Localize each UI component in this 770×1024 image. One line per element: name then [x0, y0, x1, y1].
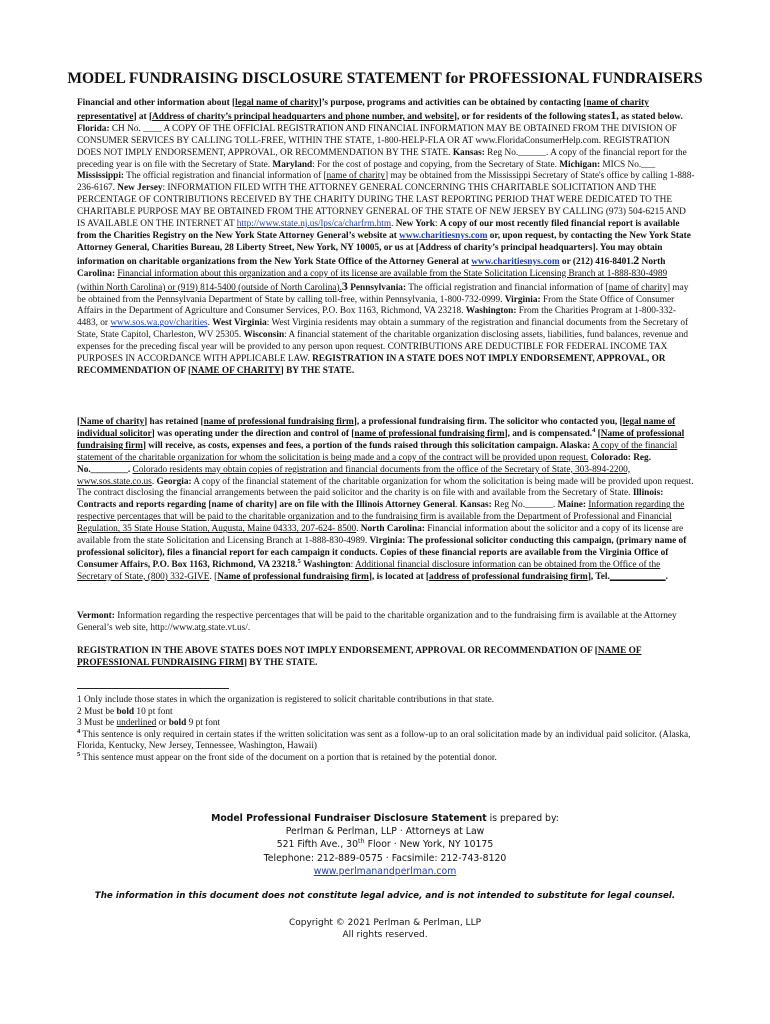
document-title: MODEL FUNDRAISING DISCLOSURE STATEMENT for PROFESSIONAL FUNDRAISERS: [67, 70, 703, 87]
text-run: NAME OF CHARITY: [191, 365, 281, 376]
text-run: Wisconsin: [243, 330, 285, 341]
rights-line: All rights reserved.: [342, 930, 428, 941]
vermont-paragraph: [77, 611, 695, 635]
text-run: A copy of our most recently filed financial report is available from the Charities Registry on the New York State Attorney General’s website at: [77, 219, 680, 241]
text-run: [: [77, 417, 81, 427]
text-run: Alaska:: [559, 440, 591, 451]
text-run: Mississippi:: [77, 171, 125, 182]
text-run: 4: [77, 727, 81, 735]
text-run: Name of professional fundraising firm: [77, 428, 685, 451]
text-link[interactable]: www.sos.wa.gov/charities: [110, 318, 208, 329]
copyright-line: Copyright © 2021 Perlman & Perlman, LLP: [288, 918, 482, 928]
text-run: ] at [: [133, 111, 153, 122]
text-run: Financial and other information about [: [77, 98, 236, 108]
footnote-divider: [77, 688, 229, 689]
text-run: ], Tel.: [587, 571, 610, 582]
text-run: NAME OF PROFESSIONAL FUNDRAISING FIRM: [77, 646, 642, 668]
text-run: ] will receive, as costs, expenses and fees, a portion of the funds raised through this solicitation campaign.: [142, 440, 560, 451]
text-run: .: [665, 571, 668, 582]
text-run: Information regarding the respective percentages that will be paid to the charitable organization and to the fundraising firm is available at the Attorney General’s web site, http://www.atg.state.vt.us/.: [77, 611, 677, 633]
text-run: ] has retained [: [144, 417, 204, 427]
text-run: :: [350, 559, 356, 570]
text-run: The official registration and financial information of [: [124, 171, 327, 182]
text-run: ] was operating under the direction and control of [: [151, 428, 355, 439]
text-link[interactable]: www.charitiesnys.com: [471, 256, 560, 267]
text-run: This sentence must appear on the front side of the document on a portion that is retained by the potential donor.: [80, 752, 497, 763]
text-run: .: [356, 524, 361, 535]
text-run: North Carolina:: [360, 524, 425, 535]
text-run: From the State Office of Consumer Affairs in the Department of Agriculture and Consumer Services, P.O. Box 1163, Richmond, VA 23218.: [77, 294, 675, 317]
text-run: : A financial statement of the charitable organization disclosing assets, liabilities, fund balances, revenue and expenses for the preceding fiscal year will be provided to any person upon request. CONTRIBUTIONS ARE DEDUCTIBLE FOR FEDERAL INCOME TAX PURPOSES IN ACCORDANCE WITH APPLICABLE LAW.: [77, 330, 688, 365]
text-run: New Jersey: [117, 183, 163, 194]
text-run: 2: [633, 252, 640, 267]
text-run: Name of charity: [80, 417, 145, 427]
text-run: or (212) 416-8401.: [559, 256, 634, 267]
text-run: Address of charity’s principal headquarters and phone number, and website: [152, 111, 454, 122]
text-run: A copy of the financial statement of the charitable organization for whom the solicitation is being made will be provided upon request. The contract disclosing the financial arrangements between the paid solicitor and the charity is on file with and available from the Secretary of State.: [77, 476, 694, 499]
footnote-2: [77, 707, 695, 719]
text-run: Virginia: The professional solicitor conducting this campaign, (primary name of professional solicitor), files a financial report for each campaign it conducts. Copies of these financial reports are available from the Virginia Office of Consumer Affairs, P.O. Box 1163, Richmond, VA 23218.: [77, 536, 687, 570]
prepared-by-block: [0, 812, 770, 878]
text-run: From the Charities Program at 1-800-332-4483, or: [77, 306, 677, 329]
text-run: ] BY THE STATE.: [243, 657, 318, 668]
text-run: Pennsylvania:: [347, 282, 407, 293]
text-run: MICS No.___: [600, 159, 656, 170]
text-run: Name of professional fundraising firm: [217, 571, 369, 582]
footnotes: [77, 695, 695, 765]
text-run: 5: [297, 557, 301, 565]
text-run: The official registration and financial information of [: [406, 282, 609, 293]
copyright-block: [0, 917, 770, 942]
text-run: Additional financial disclosure information can be obtained from the Office of the Secretary of State, (800) 332-GIVE: [77, 559, 661, 582]
text-run: : INFORMATION FILED WITH THE ATTORNEY GENERAL CONCERNING THIS CHARITABLE SOLICITATION AND THE PERCENTAGE OF CONTRIBUTIONS RECEIVED BY THE CHARITY DURING THE LAST REPORTING PERIOD THAT WERE DEDICATED TO THE CHARITABLE PURPOSE MAY BE OBTAINED FROM THE ATTORNEY GENERAL OF THE STATE OF NEW JERSEY BY CALLING (973) 504-6215 AND IS AVAILABLE ON THE INTERNET AT: [77, 183, 686, 230]
prepared-by-line: [0, 812, 770, 825]
text-run: , as stated below. Florida:: [77, 111, 683, 134]
text-run: 2 Must be: [77, 706, 117, 717]
text-run: Kansas:: [459, 500, 492, 511]
footnote-3: [77, 718, 695, 730]
text-run: Virginia:: [504, 294, 541, 305]
text-run: Kansas:: [452, 147, 485, 158]
text-run: . [: [209, 571, 218, 582]
text-run: Colorado: Reg. No.________.: [77, 452, 652, 475]
text-run: underlined: [116, 718, 157, 729]
text-run: North Carolina:: [77, 256, 666, 279]
text-run: or: [156, 718, 169, 729]
text-run: bold: [168, 718, 187, 729]
text-run: bold: [116, 706, 135, 717]
text-run: Financial information about this organization and a copy of its license are available from the State Solicitation Licensing Branch at 1-888-830-4989 (within North Carolina) or (919) 814-5400 (outside of North Carolina).: [77, 268, 668, 293]
text-run: Vermont:: [77, 611, 115, 621]
text-link[interactable]: http://www.state.nj.us/lps/ca/charfrm.htm: [236, 219, 392, 230]
text-run: West Virginia: [212, 318, 267, 329]
firm-website-link[interactable]: www.perlmanandperlman.com: [313, 865, 457, 877]
text-run: [: [595, 428, 601, 439]
text-run: 5: [77, 750, 81, 758]
state-disclosures-paragraph: [77, 98, 695, 378]
text-run: 10 pt font: [134, 706, 173, 717]
text-run: : For the cost of postage and copying, from the Secretary of State.: [312, 159, 560, 170]
text-run: CH No. ____ A COPY OF THE OFFICIAL REGISTRATION AND FINANCIAL INFORMATION MAY BE OBTAINED FROM THE DIVISION OF CONSUMER SERVICES BY CALLING TOLL-FREE, WITHIN THE STATE, 1-800-HELP-FLA OR AT www.FloridaConsumerHelp.com. REGISTRATION DOES NOT IMPLY ENDORSEMENT, APPROVAL, OR RECOMMENDATION BY THE STATE.: [77, 123, 677, 158]
legal-disclaimer: The information in this document does not constitute legal advice, and is not intended to substitute for legal counsel.: [94, 891, 676, 901]
text-run: 3: [341, 278, 348, 293]
text-run: : West Virginia residents may obtain a summary of the registration and financial documents from the Secretary of State, State Capitol, Charleston, WV 25305.: [77, 318, 689, 341]
text-run: Georgia:: [156, 476, 192, 487]
text-run: Reg No.______.: [491, 500, 558, 511]
text-run: Maryland: [272, 159, 313, 170]
text-run: ] BY THE STATE.: [280, 365, 355, 376]
text-run: ] may be obtained from the Mississippi Secretary of State's office by calling 1-888-236-6167.: [77, 171, 695, 194]
text-run: 3 Must be: [77, 718, 117, 729]
text-run: address of professional fundraising firm: [429, 571, 588, 582]
text-run: name of professional fundraising firm: [354, 428, 505, 439]
text-run: name of professional fundraising firm: [203, 417, 354, 427]
text-run: name of charity: [326, 171, 385, 182]
address-superscript: th: [358, 837, 365, 846]
text-run: .: [391, 219, 396, 230]
text-run: name of charity representative: [77, 98, 649, 122]
fundraiser-disclosure-paragraph: [77, 417, 695, 584]
registration-notice: [77, 646, 695, 670]
text-run: A copy of the financial statement of the charitable organization for whom the solicitation is being made and a copy of the contract will be provided upon request.: [77, 440, 678, 463]
text-run: :: [434, 219, 440, 230]
text-run: .: [207, 318, 213, 329]
text-run: 1 Only include those states in which the organization is registered to solicit charitable contributions in that state.: [77, 695, 495, 705]
text-run: Washington:: [465, 306, 517, 317]
text-link[interactable]: www.charitiesnys.com: [399, 230, 488, 241]
text-run: This sentence is only required in certain states if the written solicitation was sent as a follow-up to an oral solicitation made by an individual paid solicitor. (Alaska, Florida, Kentucky, New Jersey, Tennessee, Washington, Hawaii): [77, 729, 691, 752]
address-part: Floor · New York, NY 10175: [364, 839, 494, 851]
text-run: Colorado residents may obtain copies of registration and financial documents from the office of the Secretary of State, 303-894-2200, www.sos.state.co.us: [77, 464, 631, 487]
footnote-1: [77, 695, 695, 707]
footnote-5: [77, 750, 695, 765]
prepared-by-text: is prepared by:: [486, 813, 559, 824]
text-run: Information regarding the respective percentages that will be paid to the charitable organization and to the fundraising firm is available from the Department of Professional and Financial Regulation, 35 State House Station, Augusta, Maine 04333, 207-624- 8500: [77, 500, 685, 535]
text-run: ] may be obtained from the Pennsylvania Department of State by calling toll-free, within Pennsylvania, 1-800-732-0999.: [77, 282, 689, 305]
text-run: 1: [610, 107, 617, 122]
firm-name: Perlman & Perlman, LLP · Attorneys at Law: [285, 826, 485, 838]
text-run: Illinois: Contracts and reports regarding [name of charity] are on file with the Illinois Attorney General: [77, 488, 664, 511]
text-run: 9 pt font: [186, 718, 221, 729]
text-run: Reg No.______. A copy of the financial report for the preceding year is on file with the Secretary of State.: [77, 147, 687, 170]
text-run: REGISTRATION IN A STATE DOES NOT IMPLY ENDORSEMENT, APPROVAL, OR RECOMMENDATION OF [: [77, 354, 666, 376]
text-run: name of charity: [608, 282, 667, 293]
text-run: Maine:: [557, 500, 586, 511]
text-run: 4: [592, 426, 596, 434]
text-run: Financial information about the solicitor and a copy of its license are available from the state Solicitation and Licensing Branch at 1-888-830-4989.: [77, 524, 684, 547]
text-run: Washington: [303, 559, 351, 570]
footnote-4: [77, 727, 695, 753]
firm-address: [0, 838, 770, 851]
statement-name: Model Professional Fundraiser Disclosure Statement: [211, 813, 487, 824]
address-part: 521 Fifth Ave., 30: [276, 839, 358, 851]
text-run: REGISTRATION IN THE ABOVE STATES DOES NOT IMPLY ENDORSEMENT, APPROVAL OR RECOMMENDATION OF [: [77, 646, 598, 656]
text-run: legal name of charity: [235, 98, 319, 108]
text-run: ], a professional fundraising firm. The solicitor who contacted you, [: [353, 417, 623, 427]
text-run: legal name of individual solicitor: [77, 417, 676, 439]
text-run: Michigan:: [559, 159, 601, 170]
text-run: or, upon request, by contacting the New York State Attorney General, Charities Bureau, 28 Liberty Street, New York, NY 10005, or us at [Address of charity’s principal headquarters]. You may obtain information on charitable organizations from the New York State Office of the Attorney General at: [77, 230, 691, 267]
text-run: New York: [395, 219, 435, 230]
text-run: ____________: [609, 571, 666, 582]
text-run: .: [455, 500, 460, 511]
firm-phone: Telephone: 212-889-0575 · Facsimile: 212-743-8120: [263, 852, 507, 864]
text-run: .: [151, 476, 157, 487]
text-run: ], is located at [: [368, 571, 430, 582]
text-run: ]’s purpose, programs and activities can be obtained by contacting [: [318, 98, 587, 108]
text-run: ], or for residents of the following states: [453, 111, 611, 122]
text-run: ], and is compensated.: [504, 428, 593, 439]
